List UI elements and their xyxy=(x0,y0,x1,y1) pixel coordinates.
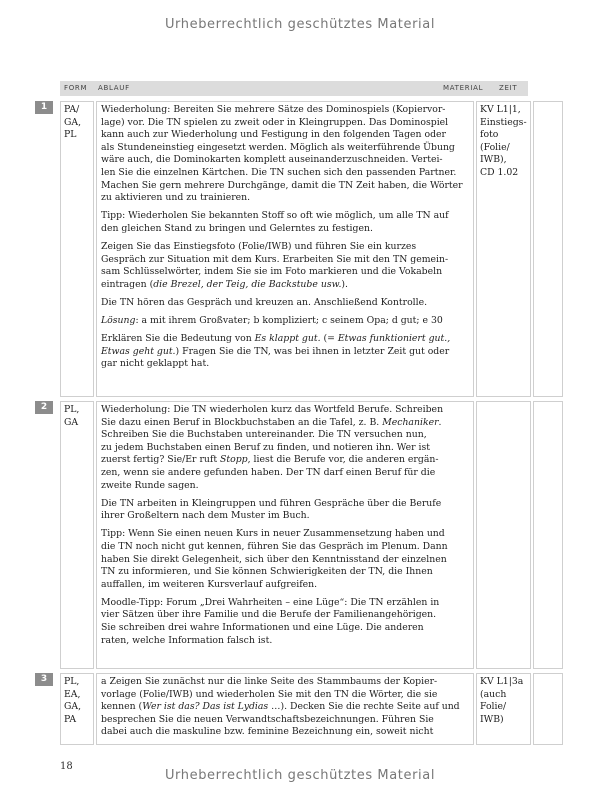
watermark-bottom: Urheberrechtlich geschütztes Material xyxy=(164,768,436,783)
column-header-zeit: ZEIT xyxy=(499,84,518,92)
paragraph xyxy=(101,498,469,523)
paragraph xyxy=(101,333,469,371)
form-line: PL xyxy=(64,129,77,141)
text-line: als Stundeneinstieg eingesetzt werden. Möglich als weiterführende Übung xyxy=(101,141,455,153)
text-line: besprechen Sie die neuen Verwandtschaftsbezeichnungen. Führen Sie xyxy=(101,713,434,725)
page-number: 18 xyxy=(60,761,73,772)
italic-phrase: Es klappt gut. xyxy=(254,333,321,344)
paragraph xyxy=(101,315,469,328)
paragraph xyxy=(101,104,469,205)
material-cell xyxy=(476,401,531,669)
column-header-material: MATERIAL xyxy=(443,84,484,92)
paragraph xyxy=(101,297,469,310)
material-line: IWB) xyxy=(480,713,504,725)
text-line: dabei auch die maskuline bzw. feminine Bezeichnung ein, soweit nicht xyxy=(101,726,434,738)
text-line xyxy=(101,279,469,292)
material-line: Einstiegs- xyxy=(480,116,527,128)
text-line: zu jedem Buchstaben einen Beruf zu finden, und notieren ihn. Wer ist xyxy=(101,441,430,453)
form-line: PL, xyxy=(64,676,80,687)
paragraph xyxy=(101,241,469,291)
form-line: PA xyxy=(64,713,77,725)
zeit-cell xyxy=(533,401,563,669)
italic-phrase: Wer ist das? Das ist Lydias … xyxy=(142,701,281,713)
form-cell xyxy=(60,673,94,745)
text-run: ) xyxy=(175,345,180,357)
text-run: . xyxy=(438,416,442,428)
material-line: (auch xyxy=(480,688,507,700)
italic-phrase: Etwas geht gut. xyxy=(101,345,176,357)
text-run: (= xyxy=(320,333,338,344)
italic-phrase: Etwas funktioniert gut., xyxy=(337,333,451,344)
paragraph xyxy=(101,597,469,647)
text-line: Machen Sie gern mehrere Durchgänge, damit die TN Zeit haben, die Wörter xyxy=(101,179,463,191)
text-line: TN zu informieren, und Sie können Schwierigkeiten der TN, die Ihnen xyxy=(101,566,433,578)
step-row-2 xyxy=(35,401,528,669)
text-line: Wiederholung: Die TN wiederholen kurz das Wortfeld Berufe. Schreiben xyxy=(101,404,444,415)
form-line: PA/ xyxy=(64,104,80,115)
text-line: Tipp: Wenn Sie einen neuen Kurs in neuer Zusammensetzung haben und xyxy=(101,528,445,540)
text-line: Tipp: Wiederholen Sie bekannten Stoff so oft wie möglich, um alle TN auf xyxy=(101,210,449,222)
text-line: zen, wenn sie andere gefunden haben. Der TN darf einen Beruf für die xyxy=(101,466,436,478)
text-line: Zeigen Sie das Einstiegsfoto (Folie/IWB) und führen Sie ein kurzes xyxy=(101,240,417,252)
ablauf-cell xyxy=(96,401,474,669)
form-line: PL, xyxy=(64,404,80,415)
text-line: zweite Runde sagen. xyxy=(101,479,199,491)
material-line: KV L1|1, xyxy=(480,104,521,115)
text-line: Moodle-Tipp: Forum „Drei Wahrheiten – eine Lüge“: Die TN erzählen in xyxy=(101,596,440,608)
step-row-3 xyxy=(35,673,528,745)
form-line: GA xyxy=(64,416,79,428)
material-line: CD 1.02 xyxy=(480,166,519,178)
step-number-badge: 3 xyxy=(35,673,53,686)
text-line: vier Sätzen über ihre Familie und die Berufe der Familienangehörigen. xyxy=(101,609,437,621)
form-line: GA, xyxy=(64,116,82,128)
text-line xyxy=(101,417,469,430)
text-line xyxy=(101,346,469,359)
text-line: ihrer Großeltern nach dem Muster im Buch. xyxy=(101,510,310,522)
text-line: raten, welche Information falsch ist. xyxy=(101,634,273,646)
paragraph xyxy=(101,528,469,591)
step-row-1 xyxy=(35,101,528,397)
text-run: eintragen ( xyxy=(101,278,154,290)
form-line: EA, xyxy=(64,688,81,700)
form-cell xyxy=(60,101,94,397)
solution-label: Lösung xyxy=(101,314,136,326)
text-line: zu aktivieren und zu trainieren. xyxy=(101,192,251,204)
paragraph xyxy=(101,676,469,739)
text-run: Fragen Sie die TN, was bei ihnen in letzter Zeit gut oder xyxy=(182,345,450,357)
vocab-examples: die Brezel, der Teig, die Backstube usw. xyxy=(153,278,342,290)
text-line: auffallen, im weiteren Kursverlauf aufgreifen. xyxy=(101,578,318,590)
text-run: , liest die Berufe vor, die anderen ergän- xyxy=(247,454,439,466)
ablauf-cell xyxy=(96,673,474,745)
form-cell xyxy=(60,401,94,669)
text-line xyxy=(101,333,469,346)
text-line: haben Sie direkt Gelegenheit, sich über den Kenntnisstand der einzelnen xyxy=(101,553,447,565)
text-line: wäre auch, die Dominokarten komplett auseinanderzuschneiden. Vertei- xyxy=(101,154,443,166)
step-number-badge: 1 xyxy=(35,101,53,114)
text-line: kann auch zur Wiederholung und Festigung in den folgenden Tagen oder xyxy=(101,129,446,141)
text-line: Schreiben Sie die Buchstaben untereinander. Die TN versuchen nun, xyxy=(101,429,427,441)
paragraph xyxy=(101,210,469,235)
text-run: ). xyxy=(341,278,348,290)
material-line: Folie/ xyxy=(480,701,507,713)
text-run: kennen ( xyxy=(101,701,143,713)
material-cell xyxy=(476,101,531,397)
zeit-cell xyxy=(533,673,563,745)
column-header-ablauf: ABLAUF xyxy=(98,84,130,92)
text-line: Sie schreiben drei wahre Informationen und eine Lüge. Die anderen xyxy=(101,622,424,633)
text-run: zuerst fertig? Sie/Er ruft xyxy=(101,454,221,466)
text-line: Die TN hören das Gespräch und kreuzen an. Anschließend Kontrolle. xyxy=(101,296,428,308)
text-line: die TN noch nicht gut kennen, führen Sie das Gespräch im Plenum. Dann xyxy=(101,540,448,552)
column-header-form: FORM xyxy=(64,84,88,92)
text-line: len Sie die einzelnen Kärtchen. Die TN suchen sich den passenden Partner. xyxy=(101,166,457,178)
text-line: Gespräch zur Situation mit dem Kurs. Erarbeiten Sie mit den TN gemein- xyxy=(101,253,449,265)
text-line: Wiederholung: Bereiten Sie mehrere Sätze des Dominospiels (Kopiervor- xyxy=(101,104,446,115)
step-number-badge: 2 xyxy=(35,401,53,414)
material-cell xyxy=(476,673,531,745)
text-run: Sie dazu einen Beruf in Blockbuchstaben an die Tafel, z. B. xyxy=(101,416,383,428)
text-line: Die TN arbeiten in Kleingruppen und führen Gespräche über die Berufe xyxy=(101,497,442,509)
solution-line xyxy=(101,315,469,328)
text-line: lage) vor. Die TN spielen zu zweit oder in Kleingruppen. Das Dominospiel xyxy=(101,116,449,128)
zeit-cell xyxy=(533,101,563,397)
text-run: Erklären Sie die Bedeutung von xyxy=(101,333,255,344)
table-header xyxy=(60,81,528,96)
text-line xyxy=(101,454,469,467)
text-line: sam Schlüsselwörter, indem Sie sie im Foto markieren und die Vokabeln xyxy=(101,266,443,278)
text-line: vorlage (Folie/IWB) und wiederholen Sie mit den TN die Wörter, die sie xyxy=(101,688,438,700)
watermark-top: Urheberrechtlich geschütztes Material xyxy=(164,17,436,32)
form-line: GA, xyxy=(64,701,82,713)
solution-text: : a mit ihrem Großvater; b kompliziert; c seinem Opa; d gut; e 30 xyxy=(135,314,443,326)
text-line: a Zeigen Sie zunächst nur die linke Seite des Stammbaums der Kopier- xyxy=(101,676,438,687)
text-line: gar nicht geklappt hat. xyxy=(101,358,210,370)
paragraph xyxy=(101,404,469,492)
text-line xyxy=(101,701,469,714)
material-line: IWB), xyxy=(480,154,507,166)
italic-word: Stopp xyxy=(220,454,248,466)
ablauf-cell xyxy=(96,101,474,397)
text-line: den gleichen Stand zu bringen und Gelerntes zu festigen. xyxy=(101,222,373,234)
material-line: (Folie/ xyxy=(480,141,510,153)
material-line: foto xyxy=(480,129,499,141)
text-run: ). Decken Sie die rechte Seite auf und xyxy=(280,701,460,713)
italic-word: Mechaniker xyxy=(382,416,439,428)
material-line: KV L1|3a xyxy=(480,676,524,687)
